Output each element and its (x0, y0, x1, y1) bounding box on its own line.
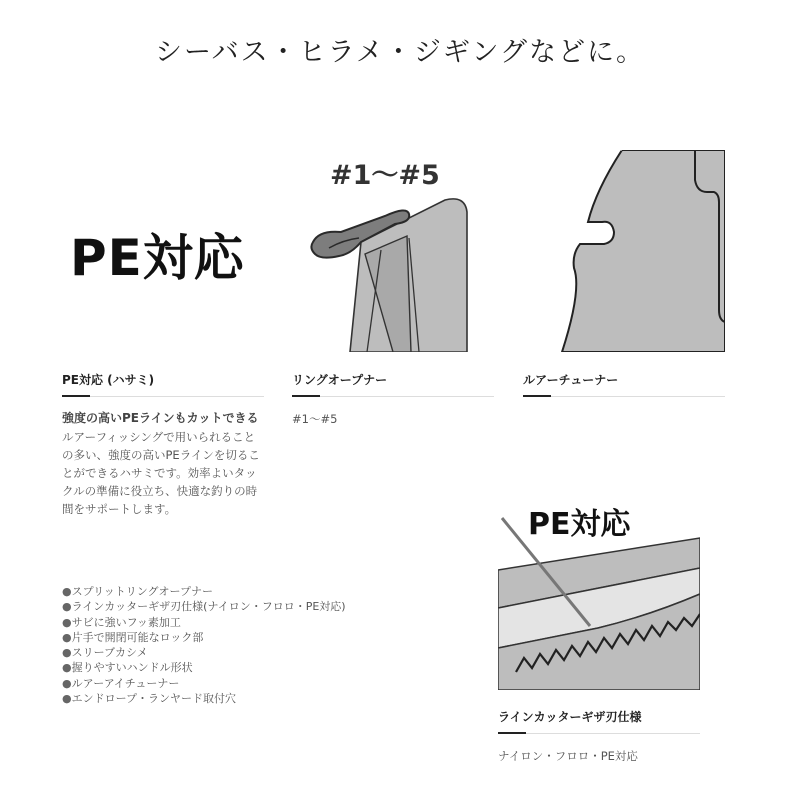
spec-list-item: ●片手で開閉可能なロック部 (62, 630, 204, 644)
feature-divider (523, 396, 725, 397)
line-cutter-serration-illustration (498, 498, 700, 690)
feature-divider (292, 396, 494, 397)
pe-support-graphic-label: PE対応 (70, 229, 245, 287)
ring-opener-illustration (295, 150, 495, 352)
lure-tuner-illustration (522, 150, 725, 352)
feature-title-pe-scissors: PE対応 (ハサミ) (62, 373, 155, 387)
feature-title-lure-tuner: ルアーチューナー (523, 373, 619, 387)
feature-body-pe-scissors: ルアーフィッシングで用いられることの多い、強度の高いPEラインを切ることができるハサミです。効率よいタックルの準備に役立ち、快適な釣りの時間をサポートします。 (62, 430, 260, 516)
feature-divider (62, 396, 264, 397)
spec-list-item: ●スリーブカシメ (62, 646, 148, 660)
spec-list-item: ●ルアーアイチューナー (62, 676, 180, 690)
spec-list-item: ●スプリットリングオープナー (62, 585, 213, 598)
feature-title-line-cutter: ラインカッターギザ刃仕様 (498, 710, 642, 724)
feature-title-ring-opener: リングオープナー (292, 373, 388, 387)
headline: シーバス・ヒラメ・ジギングなどに。 (154, 37, 646, 68)
feature-value-ring-opener: #1〜#5 (292, 412, 338, 426)
spec-list-item: ●握りやすいハンドル形状 (62, 661, 193, 675)
ring-size-label: #1〜#5 (330, 160, 440, 191)
feature-lead-pe-scissors: 強度の高いPEラインもカットできる (62, 411, 259, 425)
spec-list-item: ●サビに強いフッ素加工 (62, 615, 181, 629)
feature-value-line-cutter: ナイロン・フロロ・PE対応 (498, 749, 638, 763)
spec-list (62, 584, 346, 706)
feature-divider (498, 733, 700, 734)
spec-list-item: ●エンドロープ・ランヤード取付穴 (62, 692, 237, 706)
serration-pe-label: PE対応 (528, 507, 631, 542)
spec-list-item: ●ラインカッターギザ刃仕様(ナイロン・フロロ・PE対応) (62, 600, 346, 614)
